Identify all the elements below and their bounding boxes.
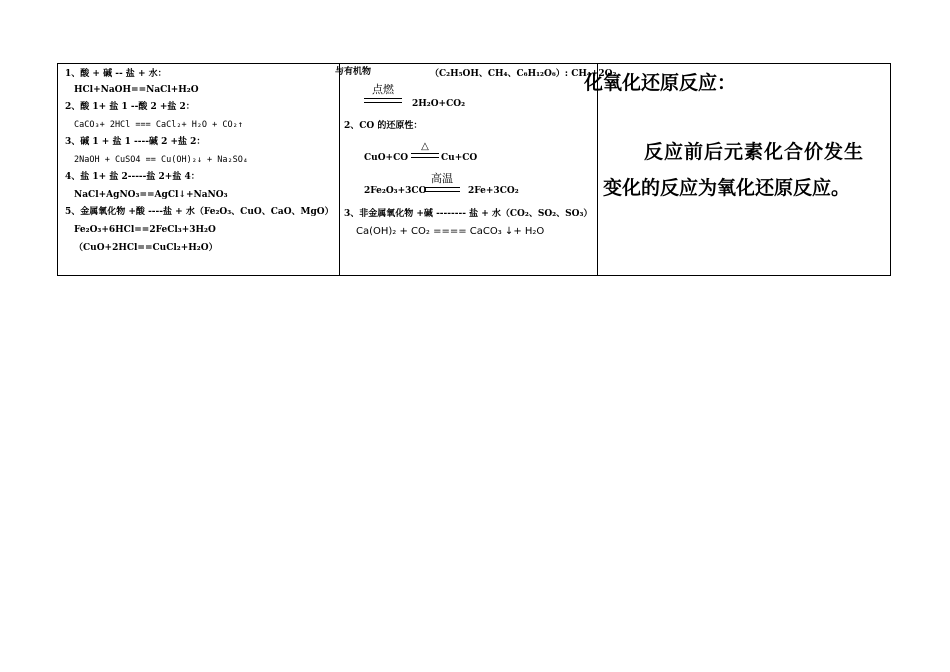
salt-salt-equation: NaCl+AgNO₃==AgCl↓+NaNO₃ xyxy=(74,190,228,200)
co-reduction-heading: 2、CO 的还原性： xyxy=(344,121,423,131)
cuo-reactants: CuO+CO xyxy=(364,153,409,163)
metal-oxide-equation: Fe₂O₃+6HCl==2FeCl₃+3H₂O xyxy=(74,225,216,235)
nonmetal-oxide-equation: Ca(OH)₂ + CO₂ ==== CaCO₃ ↓+ H₂O xyxy=(356,226,545,237)
cuo-products: Cu+CO xyxy=(441,153,478,163)
equals-sign xyxy=(411,153,439,158)
organic-compounds: （C₂H₅OH、CH₄、C₆H₁₂O₆）: CH₄+2O₂ xyxy=(430,69,617,79)
reaction-table xyxy=(57,63,891,276)
column-divider-1 xyxy=(339,64,340,275)
metal-oxide-heading: 5、金属氧化物 +酸 ----盐 + 水（Fe₂O₃、CuO、CaO、MgO） xyxy=(65,207,334,217)
column-divider-2 xyxy=(597,64,598,275)
organic-heading: 与有机物 xyxy=(335,67,372,77)
metal-oxide-equation-2: （CuO+2HCl==CuCl₂+H₂O） xyxy=(74,243,218,253)
salt-salt-heading: 4、盐 1+ 盐 2-----盐 2+盐 4： xyxy=(65,172,200,182)
fe2o3-reactants: 2Fe₂O₃+3CO xyxy=(364,186,427,196)
base-salt-equation: 2NaOH + CuSO4 == Cu(OH)₂↓ + Na₂SO₄ xyxy=(74,155,248,165)
redox-definition-line2: 变化的反应为氧化还原反应。 xyxy=(603,177,851,199)
redox-definition-line1: 反应前后元素化合价发生 xyxy=(644,141,865,163)
nonmetal-oxide-heading: 3、非金属氧化物 +碱 -------- 盐 + 水（CO₂、SO₂、SO₃） xyxy=(344,209,593,219)
redox-title: 化氧化还原反应： xyxy=(584,72,737,94)
acid-base-heading: 1、酸 + 碱 -- 盐 + 水： xyxy=(65,69,167,79)
ignite-condition: 点燃 xyxy=(372,83,394,96)
high-temp-condition: 高温 xyxy=(431,172,453,185)
acid-salt-equation: CaCO₃+ 2HCl === CaCl₂+ H₂O + CO₂↑ xyxy=(74,120,243,130)
base-salt-heading: 3、碱 1 + 盐 1 ----碱 2 +盐 2： xyxy=(65,137,206,147)
acid-salt-heading: 2、酸 1+ 盐 1 --酸 2 +盐 2： xyxy=(65,102,195,112)
fe2o3-products: 2Fe+3CO₂ xyxy=(468,186,519,196)
combustion-products: 2H₂O+CO₂ xyxy=(412,99,466,109)
heat-condition: △ xyxy=(421,141,429,152)
equals-sign xyxy=(424,187,460,192)
equals-sign xyxy=(364,98,402,103)
acid-base-equation: HCl+NaOH==NaCl+H₂O xyxy=(74,85,199,95)
